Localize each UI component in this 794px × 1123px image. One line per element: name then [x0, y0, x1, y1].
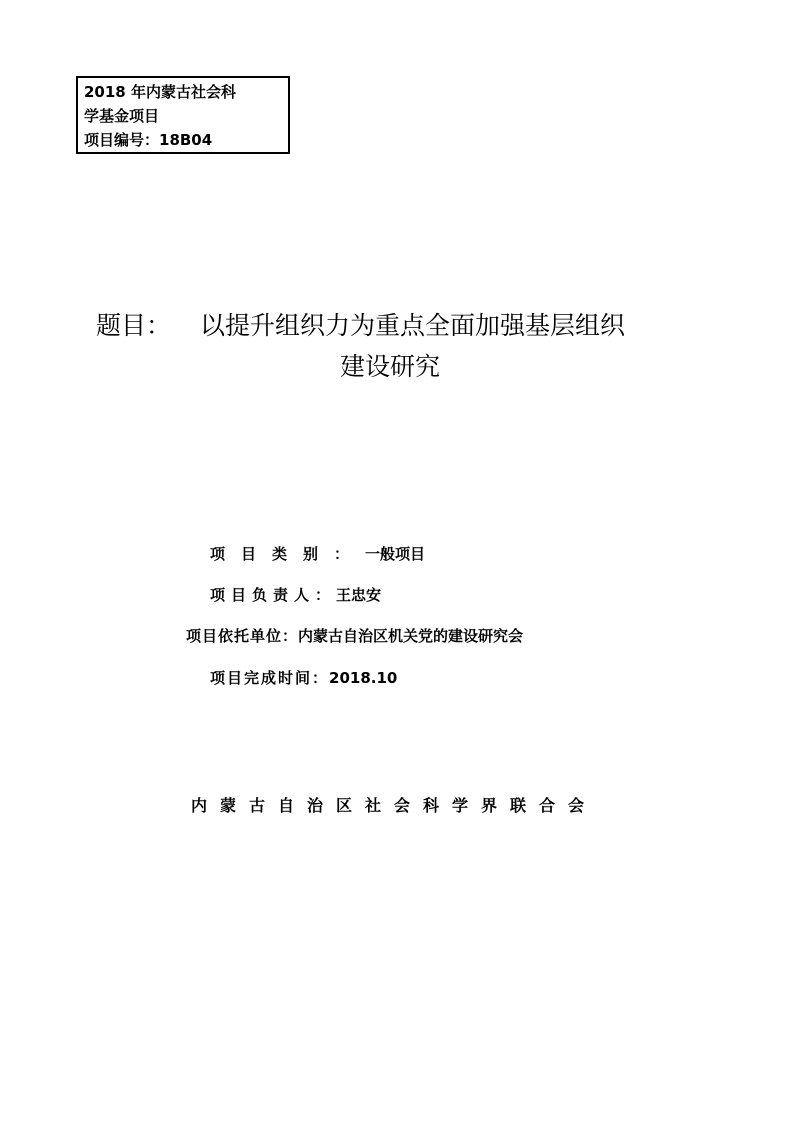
project-category-label: 项目类别：: [210, 545, 366, 563]
document-title: [96, 309, 625, 343]
issuing-organization: 内蒙古自治区社会科学界联合会: [191, 796, 598, 815]
project-leader-label: 项目负责人：: [210, 586, 337, 604]
project-number-box: [76, 76, 290, 154]
completion-time-value: 2018.10: [329, 669, 398, 687]
project-category-row: [210, 544, 425, 564]
project-number: 项目编号：18B04: [84, 131, 213, 149]
project-leader-value: 王忠安: [336, 586, 382, 604]
project-leader-row: [210, 585, 381, 605]
project-fund-line2: 学基金项目: [84, 107, 160, 125]
title-text-line1: 以提升组织力为重点全面加强基层组织: [200, 311, 626, 340]
title-text-line2: 建设研究: [340, 352, 441, 381]
host-unit-label: 项目依托单位：: [186, 627, 299, 645]
completion-time-label: 项目完成时间：: [210, 669, 330, 687]
host-unit-row: [186, 626, 523, 646]
completion-time-row: [210, 668, 397, 688]
project-category-value: 一般项目: [365, 545, 426, 563]
host-unit-value: 内蒙古自治区机关党的建设研究会: [298, 627, 524, 645]
project-fund-line1: 2018 年内蒙古社会科: [84, 83, 236, 101]
title-label: 题目：: [96, 311, 172, 340]
